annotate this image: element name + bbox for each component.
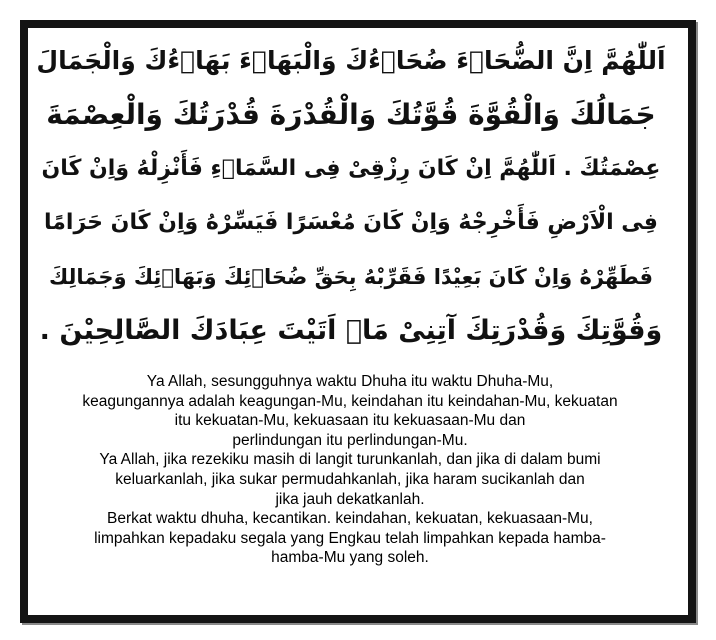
translation-line: perlindungan itu perlindungan-Mu. (232, 431, 468, 449)
arabic-prayer-text (36, 34, 666, 358)
arabic-line: عِصْمَتُكَ . اَللّٰهُمَّ اِنْ كَانَ رِزْقِىْ فِى السَّمَاۤءِ فَأَنْزِلْهُ وَاِنْ كَانَ (41, 156, 661, 181)
translation-line: Ya Allah, jika rezekiku masih di langit turunkanlah, dan jika di dalam bumi (99, 451, 601, 469)
translation-line: Ya Allah, sesungguhnya waktu Dhuha itu waktu Dhuha-Mu, (146, 373, 554, 390)
translation-line: itu kekuatan-Mu, kekuasaan itu kekuasaan-Mu dan (174, 412, 526, 430)
arabic-line: فِى الْاَرْضِ فَأَخْرِجْهُ وَاِنْ كَانَ مُعْسَرًا فَيَسِّرْهُ وَاِنْ كَانَ حَرَامًا (44, 210, 658, 235)
arabic-line: فَطَهِّرْهُ وَاِنْ كَانَ بَعِيْدًا فَقَرِّبْهُ بِحَقِّ ضُحَاۤئِكَ وَبَهَاۤئِكَ وَجَمَالِكَ (48, 265, 654, 289)
arabic-line: جَمَالُكَ وَالْقُوَّةَ قُوَّتُكَ وَالْقُدْرَةَ قُدْرَتُكَ وَالْعِصْمَةَ (46, 98, 656, 131)
translation-line: jika jauh dekatkanlah. (275, 490, 425, 508)
translation-text (40, 372, 660, 568)
arabic-line: وَقُوَّتِكَ وَقُدْرَتِكَ آتِنِىْ مَاۤ اَتَيْتَ عِبَادَكَ الصَّالِحِيْنَ . (39, 315, 663, 346)
translation-line: limpahkan kepadaku segala yang Engkau telah limpahkan kepada hamba- (94, 529, 606, 547)
translation-line: keagungannya adalah keagungan-Mu, keindahan itu keindahan-Mu, kekuatan (82, 392, 618, 410)
translation-line: Berkat waktu dhuha, kecantikan. keindahan, kekuatan, kekuasaan-Mu, (107, 510, 593, 528)
translation-line: keluarkanlah, jika sukar permudahkanlah, jika haram sucikanlah dan (115, 470, 585, 488)
translation-line: hamba-Mu yang soleh. (271, 549, 429, 567)
arabic-line: اَللّٰهُمَّ اِنَّ الضُّحَاۤءَ ضُحَاۤءُكَ وَالْبَهَاۤءَ بَهَاۤءُكَ وَالْجَمَالَ (36, 46, 666, 75)
